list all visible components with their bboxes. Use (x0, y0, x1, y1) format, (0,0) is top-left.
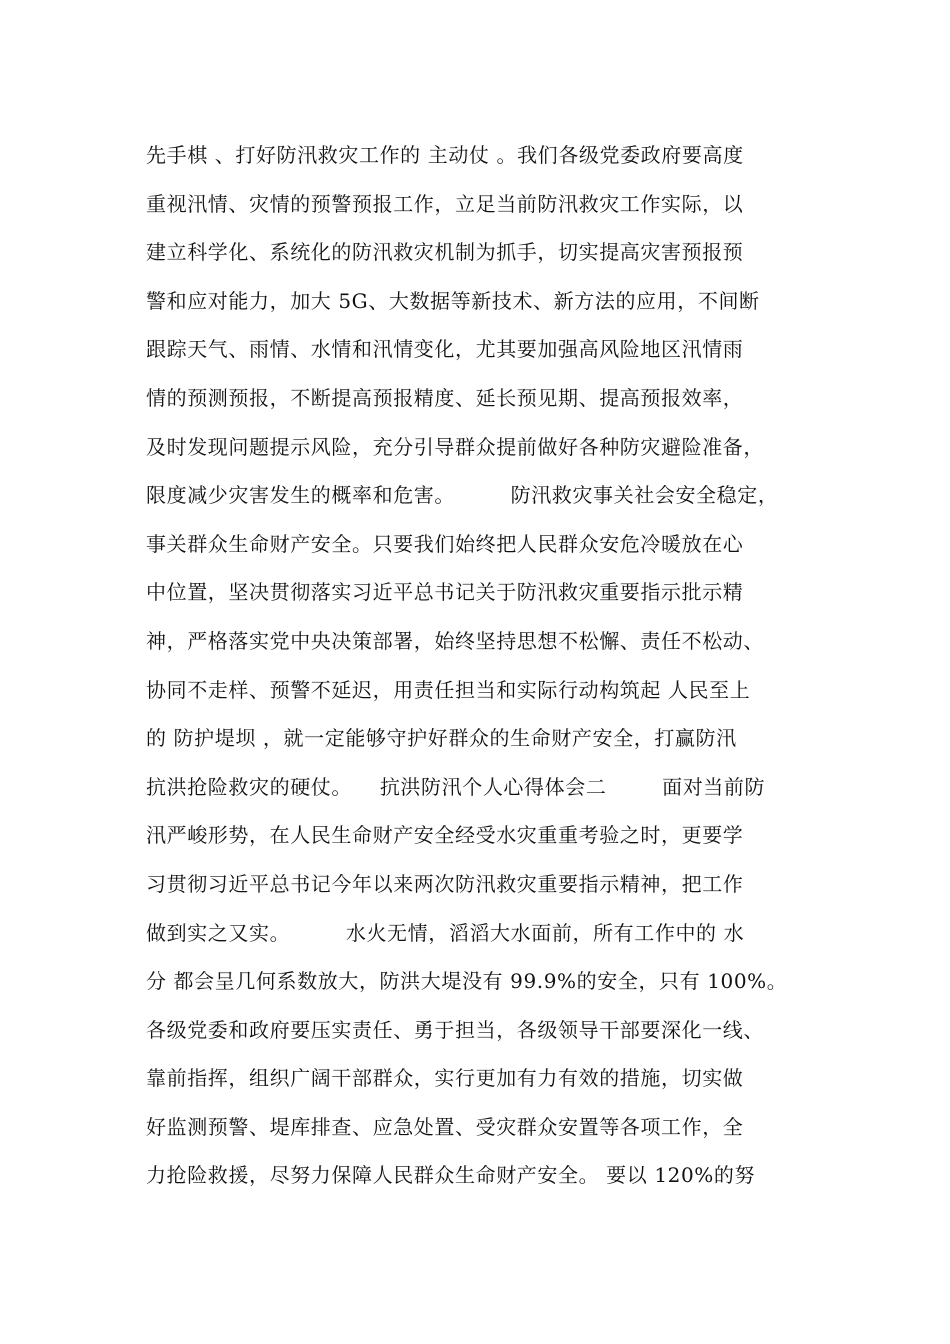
text-line: 神，严格落实党中央决策部署，始终坚持思想不松懈、责任不松动、 (146, 628, 764, 653)
text-line: 建立科学化、系统化的防汛救灾机制为抓手，切实提高灾害预报预 (146, 240, 744, 265)
text-line: 分 都会呈几何系数放大，防洪大堤没有 99.9%的安全，只有 100%。 (146, 969, 788, 994)
text-line: 协同不走样、预警不延迟，用责任担当和实际行动构筑起 人民至上 (146, 677, 751, 702)
text-line: 汛严峻形势，在人民生命财产安全经受水灾重重考验之时，更要学 (146, 823, 744, 848)
text-line: 事关群众生命财产安全。只要我们始终把人民群众安危冷暖放在心 (146, 531, 744, 556)
text-line: 先手棋 、打好防汛救灾工作的 主动仗 。我们各级党委政府要高度 (146, 143, 744, 167)
text-line: 重视汛情、灾情的预警预报工作，立足当前防汛救灾工作实际，以 (146, 191, 744, 216)
text-line: 靠前指挥，组织广阔干部群众，实行更加有力有效的措施，切实做 (146, 1066, 744, 1091)
text-line: 做到实之又实。 水火无情，滔滔大水面前，所有工作中的 水 (146, 920, 745, 945)
body-text (146, 131, 826, 1200)
text-line: 好监测预警、堤库排查、应急处置、受灾群众安置等各项工作，全 (146, 1114, 744, 1139)
text-line: 警和应对能力，加大 5G、大数据等新技术、新方法的应用，不间断 (146, 288, 760, 313)
text-line: 的 防护堤坝 ，就一定能够守护好群众的生命财产安全，打赢防汛 (146, 726, 737, 751)
text-line: 抗洪抢险救灾的硬仗。 抗洪防汛个人心得体会二 面对当前防 (146, 774, 766, 799)
text-line: 各级党委和政府要压实责任、勇于担当，各级领导干部要深化一线、 (146, 1017, 764, 1042)
text-line: 力抢险救援，尽努力保障人民群众生命财产安全。 要以 120%的努 (146, 1163, 756, 1188)
text-line: 情的预测预报，不断提高预报精度、延长预见期、提高预报效率， (146, 385, 744, 410)
text-line: 限度减少灾害发生的概率和危害。 防汛救灾事关社会安全稳定， (146, 483, 779, 508)
text-line: 中位置，坚决贯彻落实习近平总书记关于防汛救灾重要指示批示精 (146, 580, 744, 605)
text-line: 跟踪天气、雨情、水情和汛情变化，尤其要加强高风险地区汛情雨 (146, 337, 744, 362)
text-line: 习贯彻习近平总书记今年以来两次防汛救灾重要指示精神，把工作 (146, 871, 744, 896)
text-line: 及时发现问题提示风险，充分引导群众提前做好各种防灾避险准备， (146, 434, 764, 459)
